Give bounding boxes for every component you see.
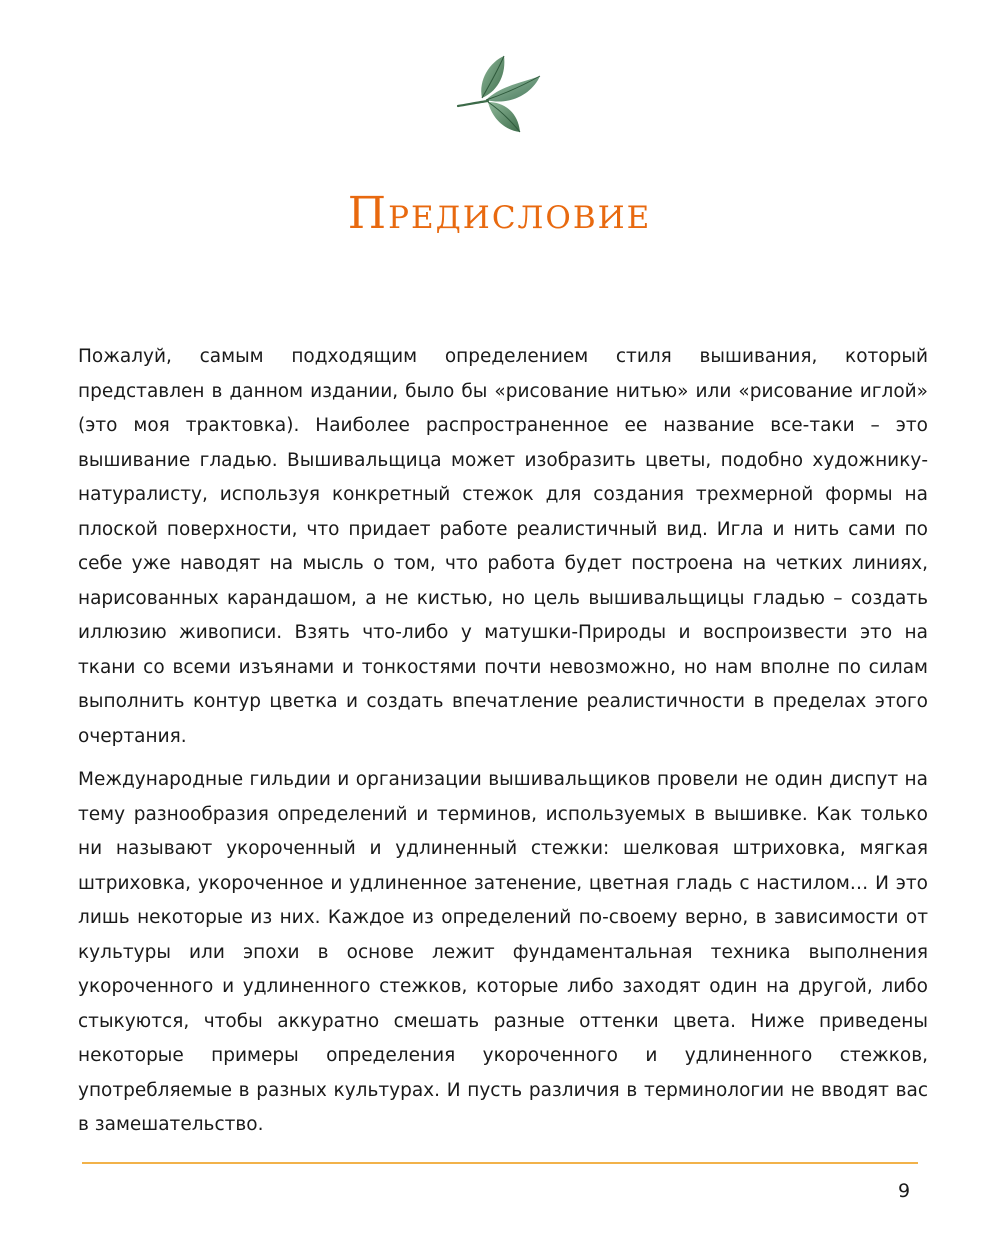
body-text xyxy=(78,340,928,1152)
footer-divider xyxy=(82,1162,918,1164)
page-number: 9 xyxy=(898,1180,911,1202)
page-title: Предисловие xyxy=(347,188,652,239)
paragraph-2: Международные гильдии и организации вышивальщиков провели не один диспут на тему разнообразия определений и терминов, используемых в вышивке. Как только ни называют укороченный и удлиненный стежки: шелковая штриховка, мягкая штриховка, укороченное и удлиненное затенение, цветная гладь с настилом… И это лишь некоторые из них. Каждое из определений по-своему верно, в зависимости от культуры или эпохи в основе лежит фундаментальная техника выполнения укороченного и удлиненного стежков, которые либо заходят один на другой, либо стыкуются, чтобы аккуратно смешать разные оттенки цвета. Ниже приведены некоторые примеры определения укороченного и удлиненного стежков, употребляемые в разных культурах. И пусть различия в терминологии не вводят вас в замешательство. xyxy=(78,769,928,1135)
paragraph-1: Пожалуй, самым подходящим определением стиля вышивания, который представлен в данном издании, было бы «рисование нитью» или «рисование иглой» (это моя трактовка). Наиболее распространенное ее название все-таки – это вышивание гладью. Вышивальщица может изобразить цветы, подобно художнику-натуралисту, используя конкретный стежок для создания трехмерной формы на плоской поверхности, что придает работе реалистичный вид. Игла и нить сами по себе уже наводят на мысль о том, что работа будет построена на четких линиях, нарисованных карандашом, а не кистью, но цель вышивальщицы гладью – создать иллюзию живописи. Взять что-либо у матушки-Природы и воспроизвести это на ткани со всеми изъянами и тонкостями почти невозможно, но нам вполне по силам выполнить контур цветка и создать впечатление реалистичности в пределах этого очертания. xyxy=(78,346,928,747)
leaf-icon xyxy=(448,46,548,146)
